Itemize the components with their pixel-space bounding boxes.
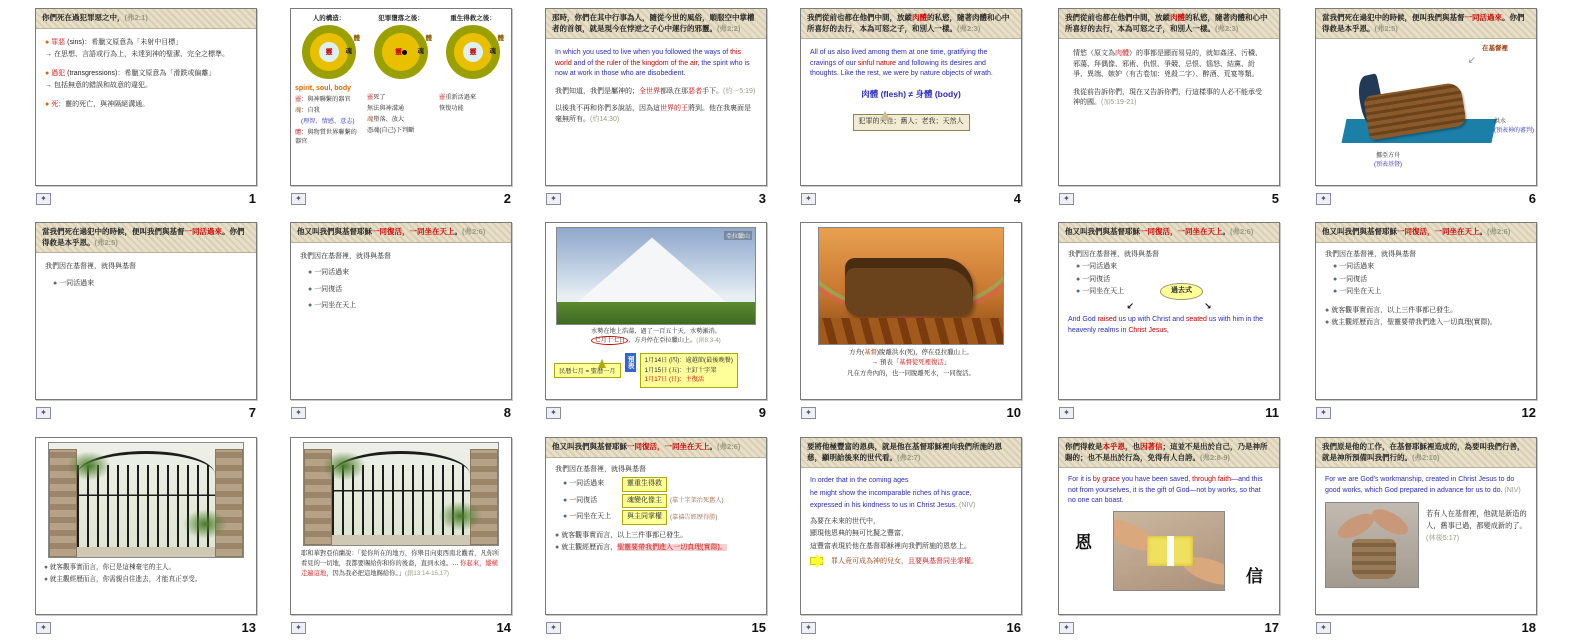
spirit-label: 靈	[469, 49, 477, 56]
slide-number: 4	[1013, 191, 1021, 206]
ark-hull-graphic	[845, 258, 973, 316]
conclusion-callout	[810, 557, 1012, 568]
english-verse: For we are God's workmanship, created in Christ Jesus to do good works, which God prepared in advance for us to do. (NIV)	[1325, 476, 1521, 494]
slide-body	[801, 39, 1021, 138]
slide-number: 18	[1521, 620, 1536, 635]
chinese-line: 顯現他恩典的無可比擬之豐富，	[810, 530, 908, 537]
english-verse-line: he might show the incomparable riches of his grace,	[810, 489, 972, 497]
passover-dates-box	[640, 353, 738, 389]
transition-icon[interactable]: ✦	[1059, 407, 1074, 419]
slide-number: 13	[241, 620, 256, 635]
caption-line: spirit, soul, body	[295, 85, 352, 92]
potter-hand-graphic	[1368, 504, 1412, 540]
slide-number: 12	[1521, 405, 1536, 420]
slide-footer	[800, 400, 1022, 422]
greenery-graphic	[183, 509, 227, 539]
ararat-mountain-photo	[556, 227, 756, 325]
yellow-label-box: 魂變化像主	[622, 494, 667, 509]
diagram-header: 犯罪墮落之後：	[378, 15, 424, 22]
date-line: 1月14日 (四)：逾越節(最後晚餐)	[644, 356, 733, 364]
arrows-row	[1068, 300, 1270, 314]
slide-number: 10	[1006, 405, 1021, 420]
faith-character: 信	[1246, 567, 1263, 586]
slide-cell-15	[545, 437, 767, 637]
slide-number: 5	[1271, 191, 1279, 206]
slide-title: 要將他極豐富的恩典，就是他在基督耶穌裡向我們所施的恩慈，顯明給後來的世代看。(弗2:7)	[807, 442, 1002, 462]
chinese-line: 為要在未來的世代中，	[810, 517, 880, 525]
slide-footer	[1058, 615, 1280, 637]
transition-icon[interactable]: ✦	[1316, 407, 1331, 419]
slide-title: 你們得救是本乎恩，也因著信；這並不是出於自己，乃是神所賜的；也不是出於行為，免得有人自誇。(弗2:8-9)	[1065, 442, 1268, 462]
ark-label-line: 挪亞方舟	[1375, 153, 1400, 160]
bullet-line: ● 一同活過來	[53, 279, 95, 287]
in-christ-label: 在基督裡	[1482, 45, 1508, 52]
callout-wrap	[810, 102, 1012, 131]
slide-cell-9	[545, 222, 767, 422]
arrow-icon: ↙	[1126, 300, 1134, 311]
slide-body	[801, 468, 1021, 577]
note-line: 恢復功能	[439, 104, 464, 112]
slide-footer	[1315, 400, 1537, 422]
transition-icon[interactable]: ✦	[1316, 622, 1331, 634]
slide-7-thumbnail[interactable]	[35, 222, 257, 400]
diagram-col	[293, 13, 365, 82]
verse-paragraph: 我從前告訴你們，現在又告訴你們，行這樣事的人必不能承受神的國。(加5:19-21)	[1073, 88, 1262, 106]
body-ring	[374, 25, 432, 79]
verse-paragraph: 耶和華對亞伯蘭說：「從你所在的地方，你舉目向東西南北觀看，凡你所看見的一切地，我都要賜給你和你的後裔，直到永遠。… 你起來，縱橫走遍這地，因為我必把這地賜給你。」(創13:14-15,17)	[301, 550, 500, 577]
note-line: 無法與神溝通	[367, 104, 405, 112]
slide-cell-2	[290, 8, 512, 208]
greenery-graphic	[322, 451, 366, 481]
flood-label	[1494, 118, 1534, 135]
soul-ring	[382, 33, 420, 71]
note-line: 體：與物質世界聯繫的器官	[295, 129, 357, 146]
slide-cell-7	[35, 222, 257, 422]
bullet-line: ● 一同活過來	[1076, 263, 1118, 270]
rocky-ground-graphic	[819, 318, 1003, 344]
slide-title-bar	[801, 438, 1021, 468]
spirit-circle	[319, 42, 339, 62]
slide-number: 6	[1528, 191, 1536, 206]
rings-diagram-notes	[291, 82, 511, 149]
slide-cell-11	[1058, 222, 1280, 422]
flood-label-line: (預表神的審判)	[1494, 127, 1534, 134]
diagram-col	[437, 13, 509, 82]
yellow-label-box: 與主同掌權	[622, 510, 667, 525]
body-ring	[446, 25, 504, 79]
bullet-line: ● 就客觀事實而言，你已是這棟豪宅的主人。	[44, 564, 176, 571]
slide-body	[1059, 243, 1279, 346]
slide-8-thumbnail[interactable]	[290, 222, 512, 400]
body-ring-label: 體	[425, 35, 432, 42]
ribbon-graphic	[1167, 536, 1174, 566]
driveway-graphic	[332, 535, 470, 545]
bullet-line: ● 一同復活	[1333, 275, 1368, 283]
bullet-line	[1068, 287, 1270, 298]
slide-footer	[545, 186, 767, 208]
slide-footer	[800, 615, 1022, 637]
dead-spirit-circle	[391, 42, 411, 62]
bullet-line: ● 一同復活	[1076, 275, 1111, 283]
ark-label	[1374, 152, 1402, 169]
slide-cell-16	[800, 437, 1022, 637]
bullet-line: ● 一同復活	[308, 285, 343, 293]
slide-13-thumbnail[interactable]	[35, 437, 257, 615]
slide-title: 我們從前也都在他們中間，放縱肉體的私慾，隨著肉體和心中所喜好的去行，本為可怒之子，和別人一樣。(弗2:3)	[1065, 13, 1268, 33]
slide-title: 他又叫我們與基督耶穌一同復活，一同坐在天上。(弗2:6)	[552, 442, 741, 451]
body-line: → 包括無意的錯誤和故意的違犯。	[45, 82, 152, 89]
slide-title-bar	[546, 438, 766, 458]
verse-paragraph: 若有人在基督裡，他就是新造的人，舊事已過，都變成新的了。(林後5:17)	[1426, 509, 1527, 543]
slide-title: 他又叫我們與基督耶穌一同復活，一同坐在天上。(弗2:6)	[1065, 227, 1254, 236]
body-line: ● 過犯 (transgressions)：希臘文原意為「滑跌或偏離」	[45, 69, 216, 77]
noah-ark-photo	[818, 227, 1004, 345]
slide-footer	[800, 186, 1022, 208]
bullet-line: ● 一同活過來	[308, 269, 350, 276]
ark-label-line: (預表基督)	[1374, 161, 1402, 168]
arrow-icon: ↙	[1467, 55, 1476, 66]
soul-ring-label: 魂	[417, 48, 424, 55]
slide-number: 17	[1264, 620, 1279, 635]
slide-title-bar	[1059, 438, 1279, 468]
pottery-hands-photo	[1325, 502, 1419, 588]
slide-title-bar	[801, 9, 1021, 39]
notes-col-2	[367, 82, 435, 149]
greenery-graphic	[67, 451, 111, 481]
slide-title-bar	[36, 9, 256, 29]
greenery-graphic	[438, 501, 482, 531]
chinese-line: 這豐富表現於他在基督耶穌裡向我們所施的恩慈上。	[810, 542, 971, 550]
slide-title: 那時，你們在其中行事為人，隨從今世的風俗，順服空中掌權者的首領，就是現今在悖逆之子心中運行的邪靈。(弗2:2)	[552, 13, 755, 33]
slide-footer	[1315, 615, 1537, 637]
grace-character: 恩	[1075, 533, 1092, 552]
soul-ring-label: 魂	[345, 48, 352, 55]
slide-title-bar	[1059, 223, 1279, 243]
verse-paragraph: 情慾（原文為肉體）的事都是顯而易見的，就如姦淫、污穢、邪蕩、拜偶像、邪術、仇恨、爭競、忌恨、惱怒、結黨、紛爭、異端、嫉妒（有古卷加：兇殺二字）、醉酒、荒宴等類。	[1073, 50, 1262, 78]
slide-14-thumbnail[interactable]	[290, 437, 512, 615]
transition-icon[interactable]: ✦	[291, 622, 306, 634]
bullet-line: ● 一同坐在天上	[308, 302, 357, 309]
bullet-line: ● 就主觀經歷而言，聖靈要帶我們進入一切真理(實際)。	[555, 544, 727, 551]
mansion-gate-photo	[303, 442, 499, 546]
slide-body	[291, 243, 511, 321]
slide-16-thumbnail[interactable]	[800, 437, 1022, 615]
slide-body	[36, 29, 256, 120]
timeline-row	[546, 349, 766, 389]
slide-15-thumbnail[interactable]	[545, 437, 767, 615]
transition-icon[interactable]: ✦	[546, 407, 561, 419]
calendar-callout: 民曆七月 = 聖曆一月	[554, 363, 621, 378]
callout-box: 犯罪的天性；舊人；老我；天然人	[853, 114, 970, 131]
slide-title: 當我們死在過犯中的時候，便叫我們與基督一同活過來。你們得救是本乎恩。(弗2:5)	[42, 227, 245, 247]
bullet-line: ● 就主觀經歷而言，你需親自住進去，才能真正享受。	[44, 576, 202, 583]
english-verse: For it is by grace you have been saved, through faith—and this not from yourselves, it is the gift of God—not by works, so that no one can boast.	[1068, 476, 1263, 504]
note-line: 靈死了	[367, 94, 386, 101]
slide-cell-12	[1315, 222, 1537, 422]
transition-icon[interactable]: ✦	[36, 407, 51, 419]
slide-footer	[1058, 400, 1280, 422]
mansion-gate-photo	[48, 442, 244, 558]
slide-body	[1316, 243, 1536, 338]
slide-number: 3	[758, 191, 766, 206]
slide-2-thumbnail[interactable]	[290, 8, 512, 186]
bullet-line: ● 就主觀經歷而言，聖靈要帶我們進入一切真理(實際)。	[1325, 319, 1497, 326]
slide-cell-14	[290, 437, 512, 637]
transition-icon[interactable]: ✦	[1059, 193, 1074, 205]
intro-line: 我們因在基督裡，就得與基督	[45, 263, 136, 270]
transition-icon[interactable]: ✦	[1059, 622, 1074, 634]
dead-spirit-dot	[402, 50, 407, 55]
stone-pillar-graphic	[215, 449, 243, 557]
slide-cell-18	[1315, 437, 1537, 637]
slide-11-thumbnail[interactable]	[1058, 222, 1280, 400]
slide-cell-4	[800, 8, 1022, 208]
slide-title: 我們原是他的工作，在基督耶穌裡造成的，為要叫我們行善，就是神所預備叫我們行的。(弗2:10)	[1322, 442, 1525, 462]
soul-ring	[310, 33, 348, 71]
conclusion-text: 罪人竟可成為神的兒女，且要與基督同坐掌權。	[831, 558, 978, 565]
slide-1-thumbnail[interactable]	[35, 8, 257, 186]
body-ring	[302, 25, 360, 79]
bullet-line: ● 就客觀事實而言，以上三件事都已發生。	[1325, 306, 1458, 314]
notes-col-3	[439, 82, 507, 149]
bullet-text: ● 一同活過來	[563, 480, 605, 487]
verse-paragraph: 我們知道，我們是屬神的；全世界都臥在那惡者手下。(約一5:19)	[555, 87, 756, 95]
bullet-line: ● 一同活過來	[1333, 263, 1375, 270]
slide-title-bar	[1316, 438, 1536, 468]
slide-10-thumbnail[interactable]	[800, 222, 1022, 400]
slide-cell-1	[35, 8, 257, 208]
slide-cell-3	[545, 8, 767, 208]
slide-3-thumbnail[interactable]	[545, 8, 767, 186]
slide-title-bar	[291, 223, 511, 243]
note-line: (理智、情感、意志)	[301, 118, 355, 126]
mapping-row	[555, 510, 757, 525]
slide-footer	[545, 615, 767, 637]
transition-icon[interactable]: ✦	[801, 193, 816, 205]
transition-icon[interactable]: ✦	[36, 193, 51, 205]
date-line: 1月15日 (五)：主釘十字架	[644, 366, 717, 374]
bullet-text: ● 一同坐在天上	[1076, 288, 1125, 295]
yellow-label-box: 靈重生得救	[622, 477, 667, 492]
slide-footer	[35, 186, 257, 208]
slide-body	[546, 39, 766, 134]
body-ring-label: 體	[353, 35, 360, 42]
slide-title-bar	[546, 9, 766, 39]
note-line: 魂墮落、放大	[367, 115, 405, 123]
slide-footer	[290, 615, 512, 637]
date-line: 1月17日 (日)：主復活	[644, 376, 705, 384]
body-line: → 在思想、言語或行為上，未達到神的聖潔、完全之標準。	[45, 51, 229, 58]
noah-ark-illustration	[1316, 43, 1536, 168]
intro-line: 我們因在基督裡，就得與基督	[555, 465, 646, 473]
slide-9-thumbnail[interactable]	[545, 222, 767, 400]
diagram-header: 人的構造：	[312, 15, 346, 22]
slide-title: 他又叫我們與基督耶穌一同復活，一同坐在天上。(弗2:6)	[297, 227, 486, 236]
slide-number: 15	[751, 620, 766, 635]
slide-cell-13	[35, 437, 257, 637]
english-verse: All of us also lived among them at one time, gratifying the cravings of our sinful nature and following its desires and thoughts. Like the rest, we were by nature objects of wrath.	[810, 49, 993, 77]
clay-pot-graphic	[1352, 539, 1396, 579]
slide-body	[36, 253, 256, 298]
body-line: ● 罪惡 (sins)：希臘文原意為「未射中目標」	[45, 38, 183, 46]
transition-icon[interactable]: ✦	[291, 193, 306, 205]
slide-cell-6	[1315, 8, 1537, 208]
slide-12-thumbnail[interactable]	[1315, 222, 1537, 400]
arrow-icon: ↘	[1204, 300, 1212, 311]
slide-cell-8	[290, 222, 512, 422]
notes-col-1	[295, 82, 363, 149]
yellow-arrow-icon	[810, 557, 823, 565]
bullet-text: ● 一同坐在天上	[563, 513, 612, 520]
bullet-line: ● 一同坐在天上	[1333, 288, 1382, 295]
transition-icon[interactable]: ✦	[546, 622, 561, 634]
transition-icon[interactable]: ✦	[801, 407, 816, 419]
slide-title: 當我們死在過犯中的時候，便叫我們與基督一同活過來。你們得救是本乎恩。(弗2:5)	[1322, 13, 1525, 33]
driveway-graphic	[77, 547, 215, 557]
slide-17-thumbnail[interactable]	[1058, 437, 1280, 615]
slide-footer	[35, 615, 257, 637]
gift-hands-photo	[1113, 511, 1225, 591]
slide-title-bar	[1316, 223, 1536, 243]
slide-cell-17	[1058, 437, 1280, 637]
diagram-col	[365, 13, 437, 82]
transition-icon[interactable]: ✦	[36, 622, 51, 634]
slide-18-thumbnail[interactable]	[1315, 437, 1537, 615]
intro-line: 我們因在基督裡，就得與基督	[300, 252, 391, 260]
slide-title: 他又叫我們與基督耶穌一同復活，一同坐在天上。(弗2:6)	[1322, 227, 1511, 236]
slide-number: 9	[758, 405, 766, 420]
reborn-spirit-circle	[463, 42, 483, 62]
caption-line: 水勢在地上浩蕩，過了一百五十天，水勢漸消。	[591, 328, 721, 335]
slide-6-thumbnail[interactable]	[1315, 8, 1537, 186]
slide-title-bar	[1059, 9, 1279, 39]
slide-4-thumbnail[interactable]	[800, 8, 1022, 186]
typology-tab: 預表	[625, 353, 636, 372]
slide-number: 11	[1265, 405, 1279, 420]
slide-title: 我們從前也都在他們中間，放縱肉體的私慾，隨著肉體和心中所喜好的去行，本為可怒之子，和別人一樣。(弗2:3)	[807, 13, 1010, 33]
transition-icon[interactable]: ✦	[801, 622, 816, 634]
slide-body	[1316, 468, 1536, 554]
english-verse-line: In order that in the coming ages	[810, 477, 909, 484]
mapping-row	[555, 477, 757, 492]
english-verse: And God raised us up with Christ and seated us with him in the heavenly realms in Christ Jesus,	[1068, 316, 1263, 334]
slide-body	[1059, 39, 1279, 119]
note-line: 魂：自我	[295, 107, 320, 115]
note-line: 靈：與神聯繫的器官	[295, 96, 351, 104]
flood-label-line: 洪水	[1494, 119, 1507, 126]
slide-number: 16	[1006, 620, 1021, 635]
bullet-text: ● 一同復活	[563, 496, 598, 504]
body-ring-label: 體	[497, 35, 504, 42]
body-line: ● 死：靈的死亡，與神隔絕溝通。	[45, 100, 150, 108]
slide-number: 7	[248, 405, 256, 420]
mapping-row	[555, 494, 757, 509]
slide-number: 8	[503, 405, 511, 420]
slide-body	[546, 458, 766, 563]
verse-paragraph: 以後我不再和你們多說話，因為這世界的王將到。他在我裏面是毫無所有。(約14:30)	[555, 105, 751, 123]
english-verse-line: expressed in his kindness to us in Christ Jesus. (NIV)	[810, 502, 976, 509]
caption-line: → 預表「基督從死裡復活」	[871, 359, 951, 367]
slide-number: 14	[496, 620, 511, 635]
slide-cell-10	[800, 222, 1022, 422]
mountain-name-label: 亞拉臘山	[724, 231, 752, 240]
note-line: 靈重新活過來	[439, 94, 477, 101]
soul-ring	[454, 33, 492, 71]
slide-footer	[35, 400, 257, 422]
grass-graphic	[557, 302, 755, 324]
slide-footer	[545, 400, 767, 422]
transition-icon[interactable]: ✦	[291, 407, 306, 419]
slide-5-thumbnail[interactable]	[1058, 8, 1280, 186]
slide-footer	[290, 400, 512, 422]
paren-note: (靠禱告經歷得勝)	[670, 513, 718, 521]
slide-footer	[1315, 186, 1537, 208]
slide-footer	[1058, 186, 1280, 208]
english-verse: In which you used to live when you followed the ways of this world and of the ruler of the kingdom of the air, the spirit who is now at work in those who are disobedient.	[555, 49, 750, 77]
slide-footer	[290, 186, 512, 208]
slide-cell-5	[1058, 8, 1280, 208]
past-tense-oval: 過去式	[1160, 283, 1203, 300]
caption-line: 凡在方舟內的，也一同脫離死水，一同復活。	[847, 369, 975, 377]
intro-line: 我們因在基督裡，就得與基督	[1325, 250, 1416, 258]
note-line: 憑魂(自己)下判斷	[367, 126, 415, 134]
caption-line: 方舟(基督)脫離洪水(死)，停在亞拉臘山上。	[849, 349, 973, 356]
rings-diagram-headers	[291, 9, 511, 82]
soul-ring-label: 魂	[489, 48, 496, 55]
intro-line: 我們因在基督裡，就得與基督	[1068, 250, 1159, 258]
flesh-vs-body-line: 肉體 (flesh) ≠ 身體 (body)	[861, 88, 961, 99]
transition-icon[interactable]: ✦	[1316, 193, 1331, 205]
slide-body	[1059, 468, 1279, 598]
slide-title-bar	[36, 223, 256, 253]
diagram-header: 重生得救之後：	[450, 15, 496, 22]
bullet-line: ● 就客觀事實而言，以上三件事都已發生。	[555, 531, 688, 539]
slide-number: 2	[503, 191, 511, 206]
paren-note: (靠十字架治死舊人)	[670, 497, 724, 505]
spirit-label: 靈	[325, 49, 333, 56]
spirit-label: 靈	[395, 49, 402, 56]
slide-title: 你們死在過犯罪惡之中，(弗2:1)	[42, 13, 148, 22]
slide-title-bar	[1316, 9, 1536, 39]
transition-icon[interactable]: ✦	[546, 193, 561, 205]
slide-number: 1	[248, 191, 256, 206]
caption-line: 七月十七日 ，方舟停在亞拉臘山上。(創8:3-4)	[546, 336, 766, 345]
